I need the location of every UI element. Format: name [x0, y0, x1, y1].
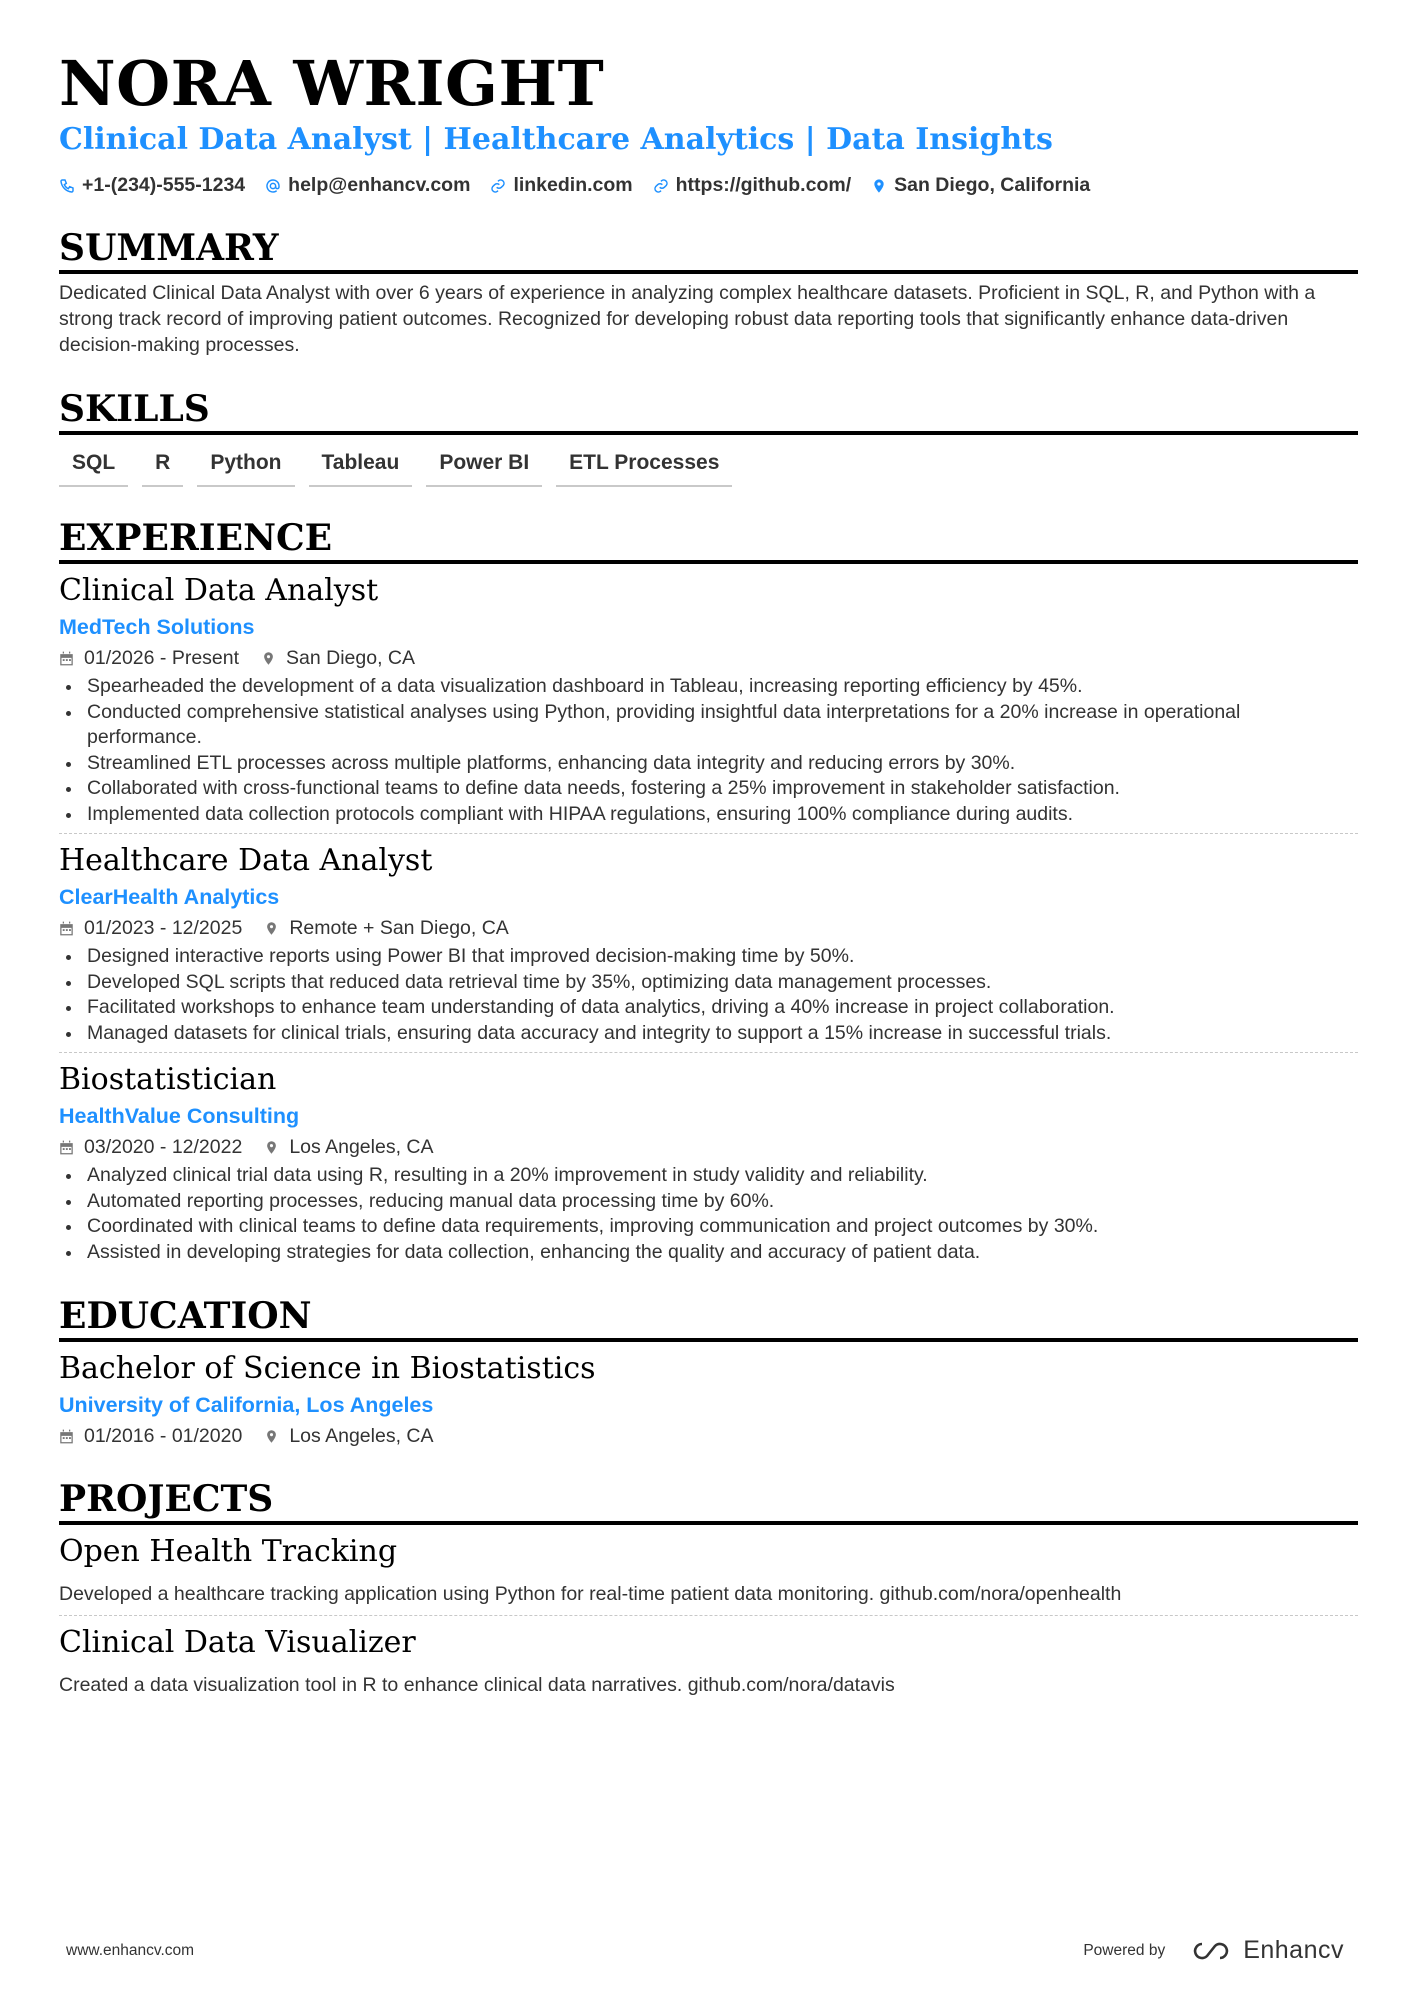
location-pin-icon: [264, 1429, 279, 1444]
contact-email-text: help@enhancv.com: [288, 174, 471, 196]
location-pin-icon: [264, 921, 279, 936]
brand-name: Enhancv: [1243, 1936, 1344, 1964]
contact-phone[interactable]: [59, 174, 245, 197]
job-location-text: San Diego, CA: [286, 647, 416, 669]
enhancv-logo-icon: [1191, 1940, 1235, 1962]
powered-by-label: Powered by: [1083, 1941, 1166, 1959]
skills-list: [59, 445, 1358, 487]
job-location-text: Los Angeles, CA: [289, 1136, 434, 1158]
education-heading: EDUCATION: [59, 1295, 1358, 1342]
bullet-item: Analyzed clinical trial data using R, resulting in a 20% improvement in study validity and reliability.: [59, 1163, 1358, 1189]
project-entry: [59, 1616, 1358, 1706]
calendar-icon: [59, 921, 74, 936]
skills-heading: SKILLS: [59, 388, 1358, 435]
education-dates: [59, 1422, 242, 1450]
job-title: Clinical Data Analyst: [59, 573, 379, 608]
bullet-item: Implemented data collection protocols compliant with HIPAA regulations, ensuring 100% compliance during audits.: [59, 802, 1358, 828]
contact-location-text: San Diego, California: [894, 174, 1091, 196]
experience-entry: [59, 564, 1358, 834]
location-pin-icon: [261, 651, 276, 666]
project-title: Clinical Data Visualizer: [59, 1625, 416, 1660]
brand-logo[interactable]: [1191, 1936, 1344, 1965]
contact-linkedin[interactable]: [490, 174, 632, 197]
company-name: ClearHealth Analytics: [59, 885, 280, 909]
school-name: University of California, Los Angeles: [59, 1393, 434, 1417]
bullet-item: Spearheaded the development of a data visualization dashboard in Tableau, increasing reporting efficiency by 45%.: [59, 674, 1358, 700]
summary-section: [59, 227, 1358, 358]
education-entry: [59, 1342, 1358, 1456]
candidate-title: Clinical Data Analyst | Healthcare Analytics | Data Insights: [59, 122, 1053, 157]
experience-entry: [59, 834, 1358, 1053]
job-dates: [59, 914, 242, 942]
job-dates-text: 03/2020 - 12/2022: [84, 1136, 243, 1158]
job-location: [261, 644, 415, 672]
skill-tag: R: [142, 445, 183, 487]
footer-branding: [1083, 1936, 1344, 1965]
job-meta: [59, 644, 1358, 672]
skill-tag: ETL Processes: [556, 445, 732, 487]
experience-heading: EXPERIENCE: [59, 517, 1358, 564]
project-description: Developed a healthcare tracking application using Python for real-time patient data monitoring. github.com/nora/openhealth: [59, 1583, 1122, 1605]
calendar-icon: [59, 1140, 74, 1155]
bullet-item: Automated reporting processes, reducing manual data processing time by 60%.: [59, 1189, 1358, 1215]
contact-bar: [59, 174, 1358, 197]
job-location: [264, 1133, 433, 1161]
bullet-item: Managed datasets for clinical trials, ensuring data accuracy and integrity to support a 15% increase in successful trials.: [59, 1021, 1358, 1047]
skills-section: [59, 388, 1358, 487]
bullet-item: Facilitated workshops to enhance team understanding of data analytics, driving a 40% increase in project collaboration.: [59, 995, 1358, 1021]
education-dates-text: 01/2016 - 01/2020: [84, 1425, 243, 1447]
bullet-item: Developed SQL scripts that reduced data retrieval time by 35%, optimizing data management processes.: [59, 970, 1358, 996]
job-meta: [59, 1133, 1358, 1161]
bullet-item: Streamlined ETL processes across multiple platforms, enhancing data integrity and reducing errors by 30%.: [59, 751, 1358, 777]
education-location-text: Los Angeles, CA: [289, 1425, 434, 1447]
summary-text: Dedicated Clinical Data Analyst with over 6 years of experience in analyzing complex healthcare datasets. Proficient in SQL, R, and Python with a strong track record of improving patient outcomes. Recognized for developing robust data reporting tools that significantly enhance data-driven decision-making processes.: [59, 282, 1316, 356]
location-pin-icon: [871, 178, 887, 194]
experience-section: [59, 517, 1358, 1271]
bullet-item: Collaborated with cross-functional teams to define data needs, fostering a 25% improvement in stakeholder satisfaction.: [59, 776, 1358, 802]
project-description: Created a data visualization tool in R to enhance clinical data narratives. github.com/nora/datavis: [59, 1674, 895, 1696]
at-icon: [265, 178, 281, 194]
summary-heading: SUMMARY: [59, 227, 1358, 274]
skill-tag: Power BI: [426, 445, 542, 487]
contact-github-text: https://github.com/: [675, 174, 852, 196]
skill-tag: Python: [197, 445, 294, 487]
job-bullets: [59, 674, 1358, 827]
link-icon: [653, 178, 669, 194]
job-dates: [59, 1133, 242, 1161]
skill-tag: SQL: [59, 445, 128, 487]
projects-heading: PROJECTS: [59, 1478, 1358, 1525]
contact-email[interactable]: [265, 174, 470, 197]
job-title: Biostatistician: [59, 1062, 277, 1097]
education-location: [264, 1422, 433, 1450]
phone-icon: [59, 178, 75, 194]
experience-entry: [59, 1053, 1358, 1271]
contact-github[interactable]: [653, 174, 851, 197]
resume-page: [59, 48, 1358, 1706]
degree-title: Bachelor of Science in Biostatistics: [59, 1351, 596, 1386]
calendar-icon: [59, 651, 74, 666]
company-name: HealthValue Consulting: [59, 1104, 300, 1128]
projects-section: [59, 1478, 1358, 1706]
contact-phone-text: +1-(234)-555-1234: [82, 174, 246, 196]
job-bullets: [59, 1163, 1358, 1265]
job-title: Healthcare Data Analyst: [59, 843, 433, 878]
bullet-item: Conducted comprehensive statistical analyses using Python, providing insightful data interpretations for a 20% increase in operational performance.: [59, 700, 1358, 751]
education-section: [59, 1295, 1358, 1456]
education-meta: [59, 1422, 1358, 1450]
bullet-item: Coordinated with clinical teams to define data requirements, improving communication and project outcomes by 30%.: [59, 1214, 1358, 1240]
job-dates-text: 01/2023 - 12/2025: [84, 917, 243, 939]
job-meta: [59, 914, 1358, 942]
project-title: Open Health Tracking: [59, 1534, 398, 1569]
contact-linkedin-text: linkedin.com: [513, 174, 633, 196]
bullet-item: Assisted in developing strategies for data collection, enhancing the quality and accuracy of patient data.: [59, 1240, 1358, 1266]
footer-website-link[interactable]: www.enhancv.com: [66, 1941, 195, 1959]
job-location: [264, 914, 509, 942]
company-name: MedTech Solutions: [59, 615, 255, 639]
contact-location: [871, 174, 1090, 197]
candidate-name: NORA WRIGHT: [59, 47, 605, 120]
calendar-icon: [59, 1429, 74, 1444]
job-dates-text: 01/2026 - Present: [84, 647, 240, 669]
location-pin-icon: [264, 1140, 279, 1155]
job-bullets: [59, 944, 1358, 1046]
page-footer: [66, 1936, 1344, 1965]
project-entry: [59, 1525, 1358, 1616]
skill-tag: Tableau: [309, 445, 413, 487]
job-dates: [59, 644, 239, 672]
link-icon: [490, 178, 506, 194]
job-location-text: Remote + San Diego, CA: [289, 917, 509, 939]
bullet-item: Designed interactive reports using Power BI that improved decision-making time by 50%.: [59, 944, 1358, 970]
